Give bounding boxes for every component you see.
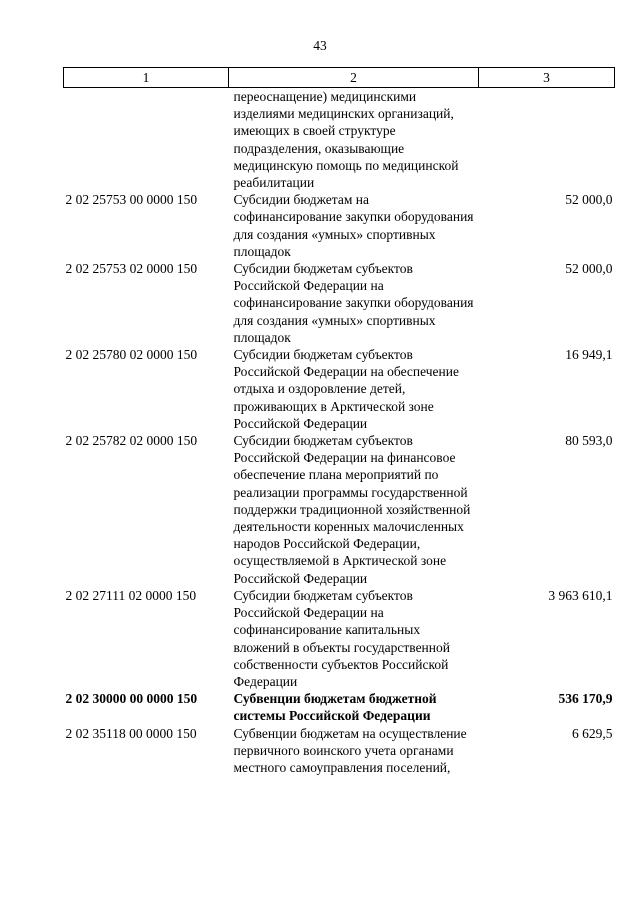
amount-cell: 6 629,5 xyxy=(572,725,613,741)
description-cell: Субвенции бюджетам бюджетной системы Российской Федерации xyxy=(233,691,437,724)
amount-cell: 80 593,0 xyxy=(565,433,613,449)
page-number: 43 xyxy=(313,38,327,53)
column-header-3: 3 xyxy=(479,68,615,88)
amount-cell: 536 170,9 xyxy=(558,691,613,707)
code-cell: 2 02 27111 02 0000 150 xyxy=(65,587,197,603)
table-row xyxy=(64,260,615,346)
description-cell: Субсидии бюджетам субъектов Российской Федерации на софинансирование закупки оборудования для создания «умных» спортивных площадок xyxy=(233,261,474,345)
description-cell: Субсидии бюджетам субъектов Российской Федерации на софинансирование капитальных вложений в объекты государственной собственности субъектов Российской Федерации xyxy=(233,587,450,689)
budget-table xyxy=(63,67,615,776)
description-cell: Субсидии бюджетам субъектов Российской Федерации на финансовое обеспечение плана мероприятий по реализации программы государственной поддержки традиционной хозяйственной деятельности коренных малочисленных народов Российской Федерации, осуществляемой в Арктической зоне Российской Федерации xyxy=(233,433,471,586)
code-cell: 2 02 25782 02 0000 150 xyxy=(65,433,198,449)
amount-cell: 52 000,0 xyxy=(565,192,613,208)
table-row xyxy=(64,432,615,587)
description-cell: переоснащение) медицинскими изделиями медицинских организаций, имеющих в своей структуре подразделения, оказывающие медицинскую помощь по медицинской реабилитации xyxy=(233,89,459,191)
amount-cell: 3 963 610,1 xyxy=(548,587,613,603)
description-cell: Субвенции бюджетам на осуществление первичного воинского учета органами местного самоуправления поселений, xyxy=(233,725,467,775)
table-row-continuation xyxy=(64,88,615,192)
code-cell: 2 02 25753 02 0000 150 xyxy=(65,261,198,277)
code-cell: 2 02 25753 00 0000 150 xyxy=(65,192,198,208)
code-cell: 2 02 25780 02 0000 150 xyxy=(65,347,198,363)
description-cell: Субсидии бюджетам на софинансирование закупки оборудования для создания «умных» спортивных площадок xyxy=(233,192,474,259)
code-cell: 2 02 30000 00 0000 150 xyxy=(65,691,198,707)
amount-cell: 52 000,0 xyxy=(565,261,613,277)
table-row xyxy=(64,587,615,690)
amount-cell xyxy=(479,88,615,192)
description-cell: Субсидии бюджетам субъектов Российской Федерации на обеспечение отдыха и оздоровление детей, проживающих в Арктической зоне Российской Федерации xyxy=(233,347,459,431)
code-cell xyxy=(64,88,229,192)
column-header-1: 1 xyxy=(64,68,229,88)
column-header-2: 2 xyxy=(229,68,479,88)
table-row xyxy=(64,191,615,260)
table-row xyxy=(64,346,615,432)
table-row xyxy=(64,725,615,777)
code-cell: 2 02 35118 00 0000 150 xyxy=(65,725,197,741)
amount-cell: 16 949,1 xyxy=(565,347,613,363)
table-header-row xyxy=(64,68,615,88)
table-row-subtotal xyxy=(64,690,615,724)
